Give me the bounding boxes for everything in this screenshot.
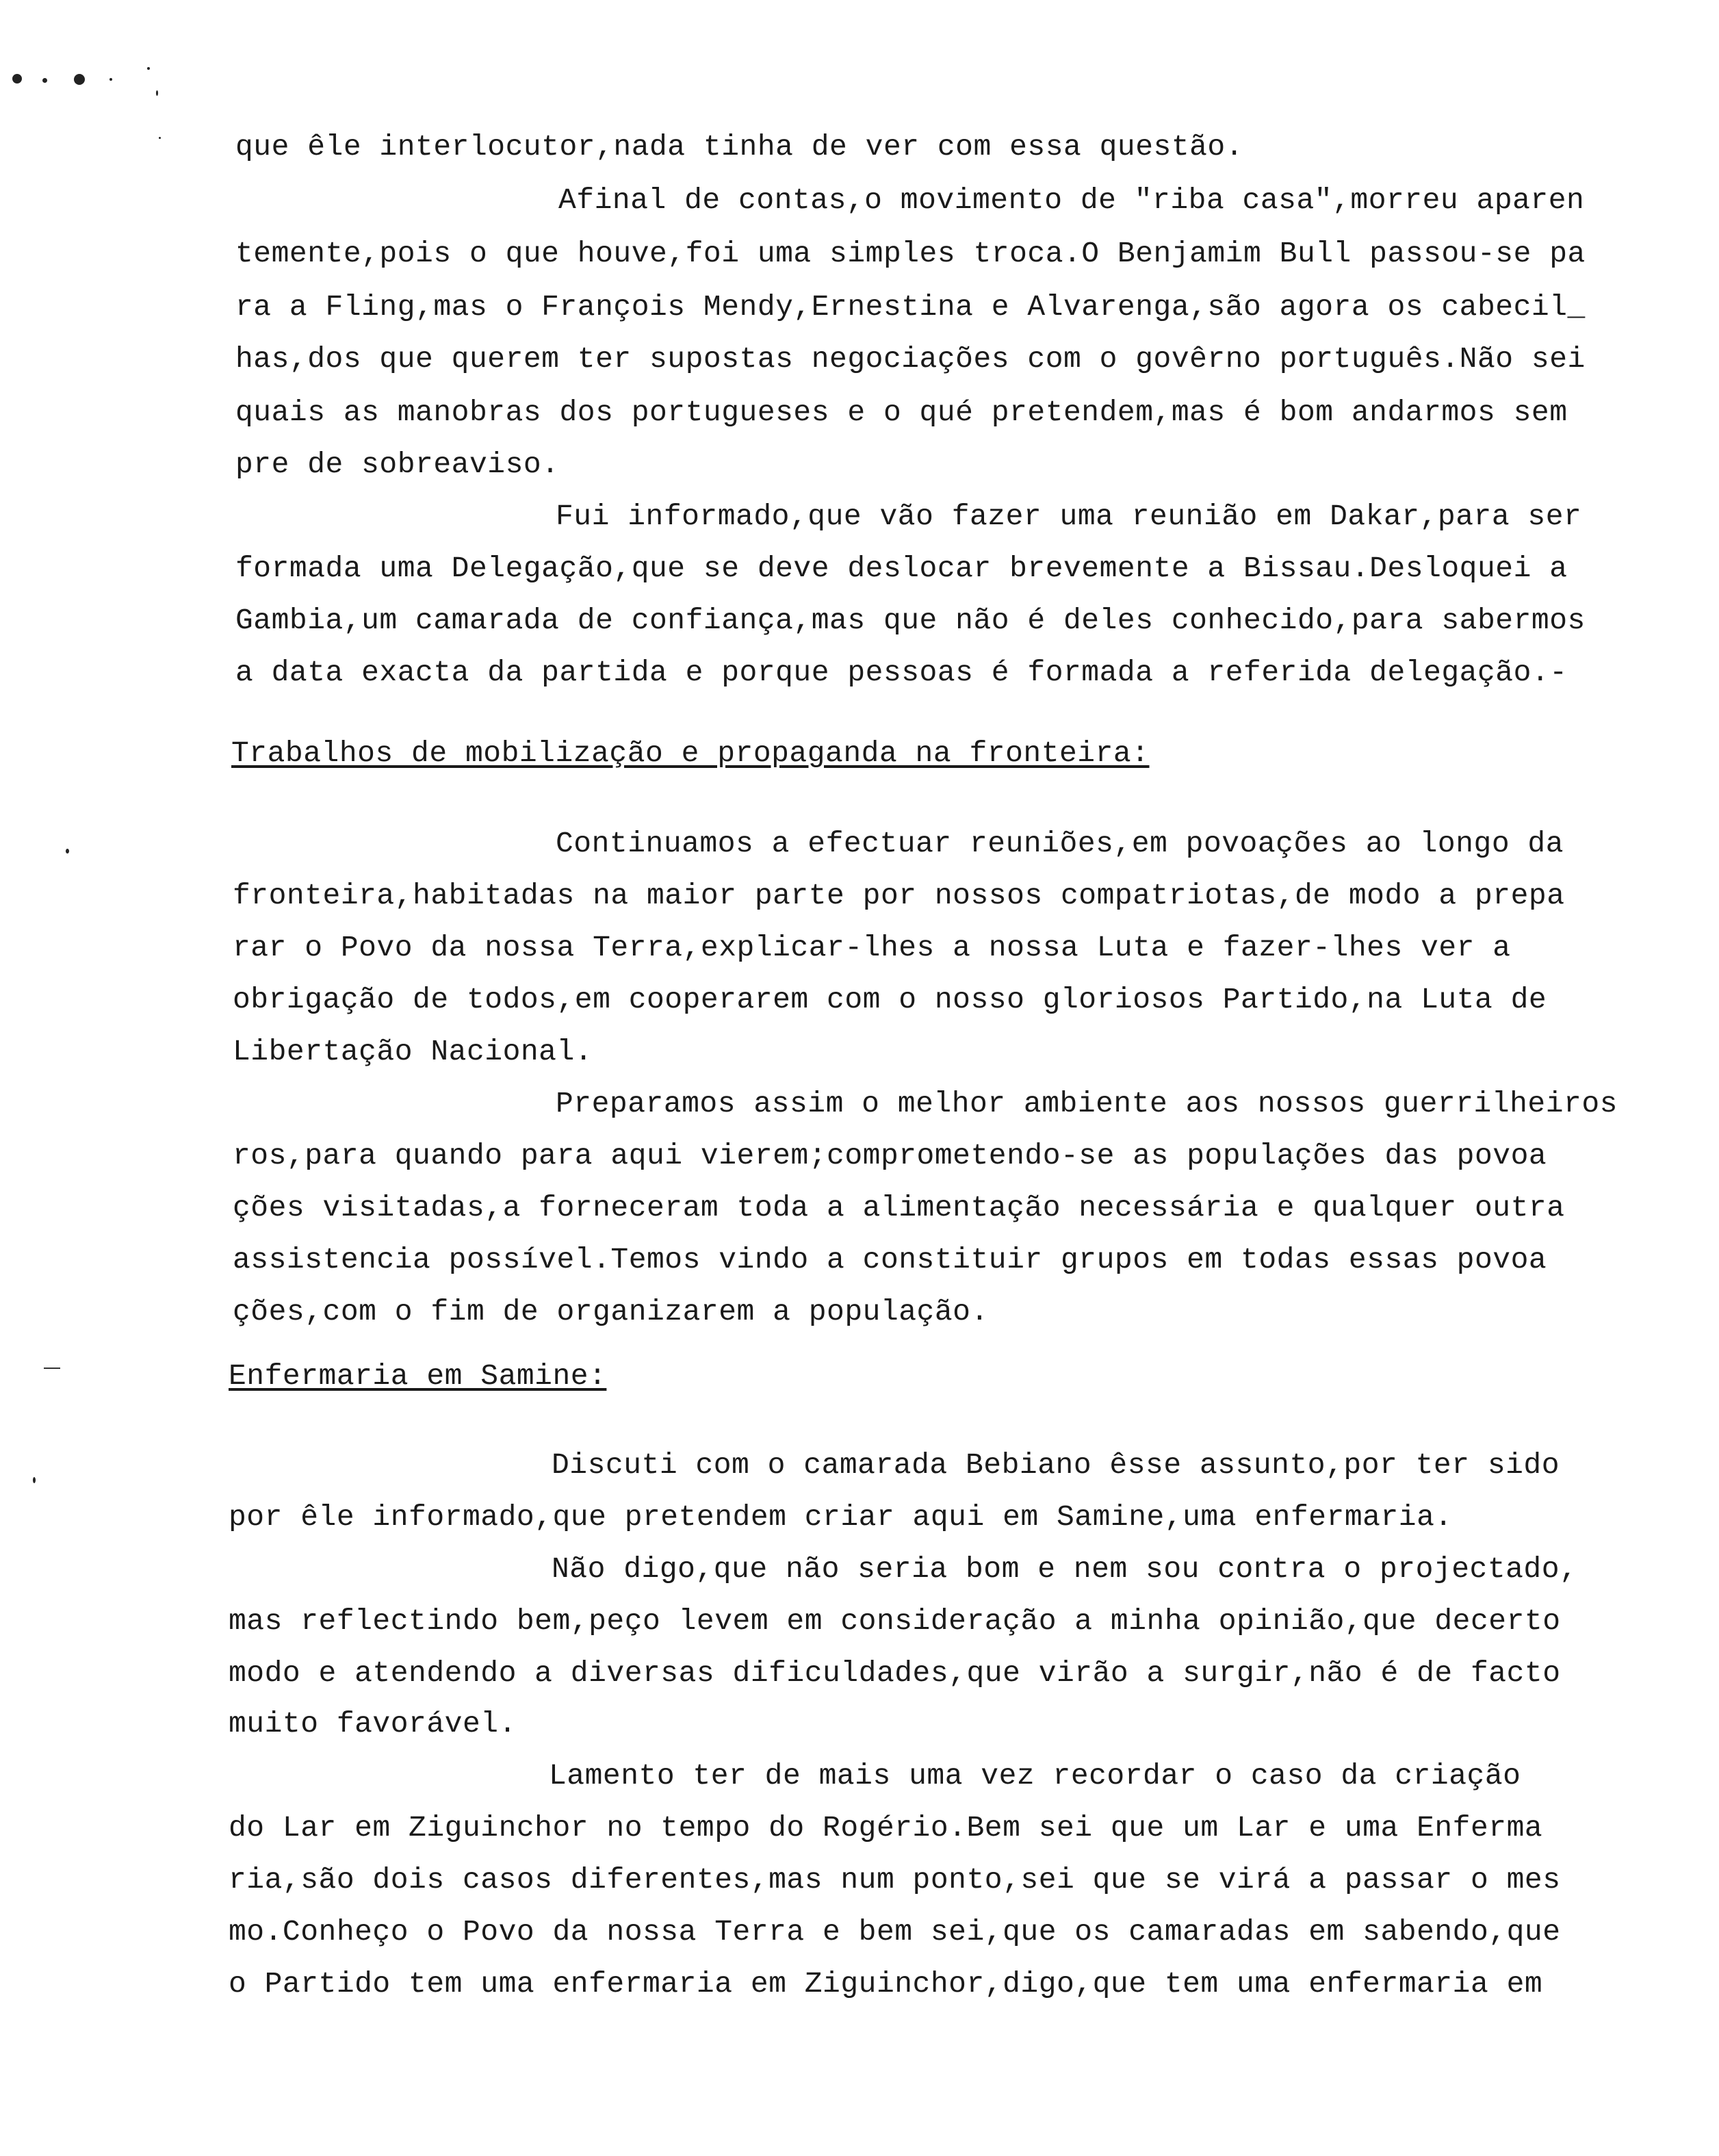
- text-line: mo.Conheço o Povo da nossa Terra e bem sei,que os camaradas em sabendo,que: [229, 1915, 1561, 1949]
- text-line: muito favorável.: [229, 1707, 517, 1741]
- scan-speck: [12, 74, 22, 84]
- text-line: has,dos que querem ter supostas negociações com o govêrno português.Não sei: [235, 342, 1586, 376]
- text-line: temente,pois o que houve,foi uma simples troca.O Benjamim Bull passou-se pa: [235, 237, 1586, 270]
- text-line: do Lar em Ziguinchor no tempo do Rogério.Bem sei que um Lar e uma Enferma: [229, 1811, 1543, 1845]
- text-line: ros,para quando para aqui vierem;comprometendo-se as populações das povoa: [233, 1139, 1547, 1172]
- text-line: quais as manobras dos portugueses e o qué pretendem,mas é bom andarmos sem: [235, 396, 1568, 429]
- text-line: mas reflectindo bem,peço levem em consideração a minha opinião,que decerto: [229, 1604, 1561, 1638]
- scan-speck: [33, 1477, 36, 1483]
- text-line: Lamento ter de mais uma vez recordar o caso da criação: [549, 1759, 1521, 1793]
- text-line: o Partido tem uma enfermaria em Ziguinchor,digo,que tem uma enfermaria em: [229, 1967, 1543, 2001]
- text-line: obrigação de todos,em cooperarem com o nosso gloriosos Partido,na Luta de: [233, 983, 1547, 1016]
- text-line: modo e atendendo a diversas dificuldades,que virão a surgir,não é de facto: [229, 1656, 1561, 1690]
- scan-speck: [42, 78, 47, 83]
- text-line: ções visitadas,a forneceram toda a alimentação necessária e qualquer outra: [233, 1191, 1565, 1224]
- text-line: Continuamos a efectuar reuniões,em povoações ao longo da: [556, 827, 1564, 860]
- scan-speck: [74, 74, 85, 85]
- text-line: Não digo,que não seria bom e nem sou contra o projectado,: [552, 1552, 1578, 1586]
- text-line: Libertação Nacional.: [233, 1035, 593, 1068]
- section-heading: Trabalhos de mobilização e propaganda na fronteira:: [231, 736, 1150, 770]
- text-line: rar o Povo da nossa Terra,explicar-lhes a nossa Luta e fazer-lhes ver a: [233, 931, 1511, 964]
- section-heading: Enfermaria em Samine:: [229, 1359, 607, 1393]
- scan-speck: [66, 849, 69, 854]
- text-line: ria,são dois casos diferentes,mas num ponto,sei que se virá a passar o mes: [229, 1863, 1561, 1897]
- scan-speck: [156, 90, 158, 96]
- text-line: Gambia,um camarada de confiança,mas que não é deles conhecido,para sabermos: [235, 604, 1586, 637]
- text-line: que êle interlocutor,nada tinha de ver com essa questão.: [235, 130, 1244, 164]
- scan-speck: [147, 67, 150, 70]
- text-line: Discuti com o camarada Bebiano êsse assunto,por ter sido: [552, 1448, 1560, 1482]
- text-line: pre de sobreaviso.: [235, 448, 560, 481]
- text-line: ções,com o fim de organizarem a população.: [233, 1295, 989, 1329]
- scan-mark: [44, 1368, 60, 1369]
- text-line: assistencia possível.Temos vindo a constituir grupos em todas essas povoa: [233, 1243, 1547, 1276]
- text-line: Afinal de contas,o movimento de "riba casa",morreu aparen: [558, 183, 1585, 217]
- scan-speck: [159, 137, 161, 139]
- text-line: por êle informado,que pretendem criar aqui em Samine,uma enfermaria.: [229, 1500, 1453, 1534]
- text-line: fronteira,habitadas na maior parte por nossos compatriotas,de modo a prepa: [233, 879, 1565, 912]
- text-line: Preparamos assim o melhor ambiente aos nossos guerrilheiros: [556, 1087, 1618, 1120]
- text-line: a data exacta da partida e porque pessoas é formada a referida delegação.-: [235, 656, 1568, 689]
- text-line: Fui informado,que vão fazer uma reunião em Dakar,para ser: [556, 500, 1582, 533]
- text-line: ra a Fling,mas o François Mendy,Ernestina e Alvarenga,são agora os cabecil_: [235, 290, 1586, 324]
- scan-speck: [109, 78, 112, 81]
- text-line: formada uma Delegação,que se deve deslocar brevemente a Bissau.Desloquei a: [235, 552, 1568, 585]
